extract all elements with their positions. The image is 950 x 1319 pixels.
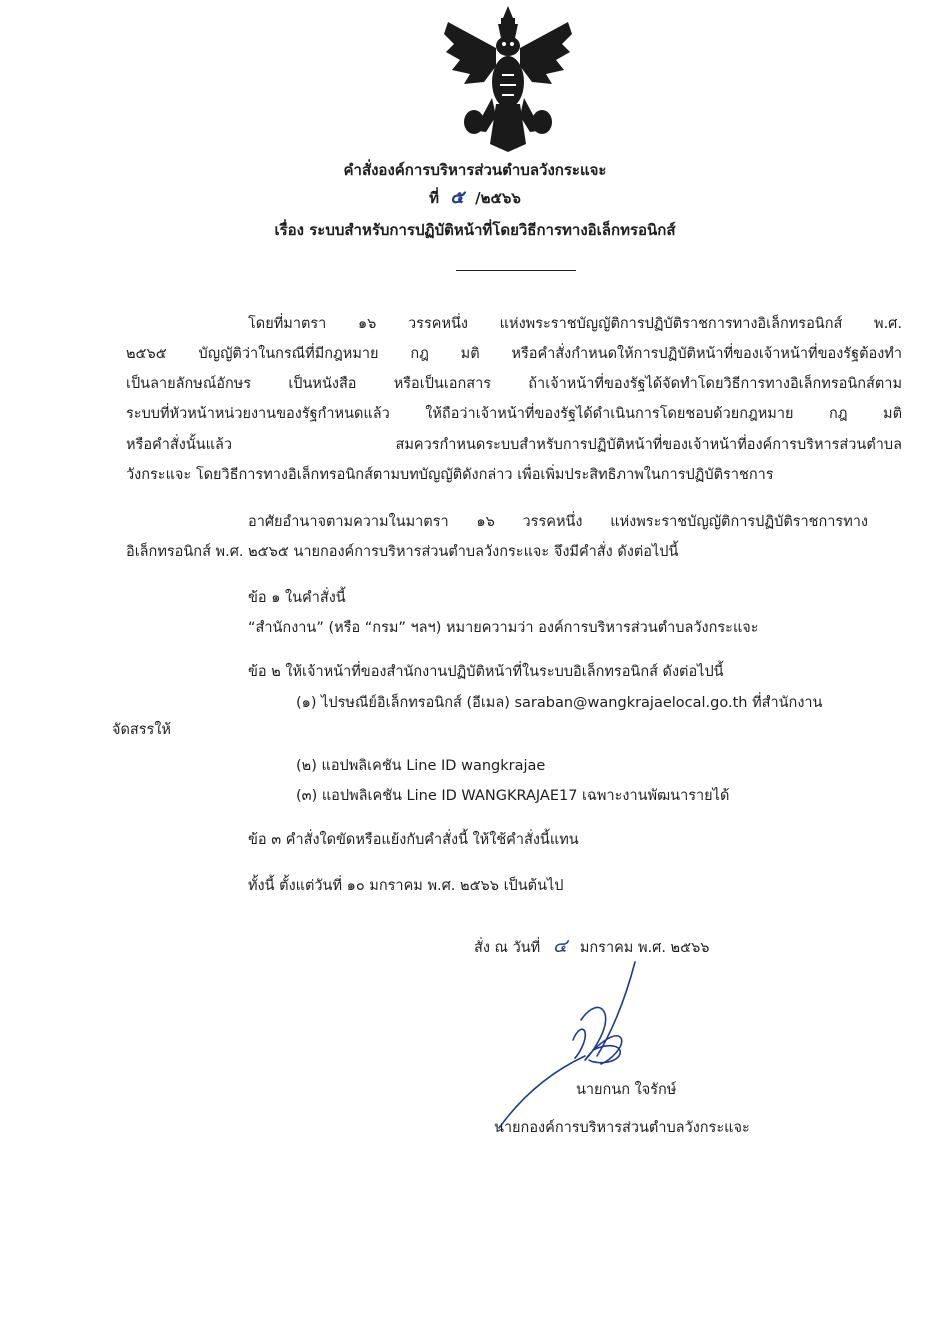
para1-line: โดยที่มาตรา ๑๖ วรรคหนึ่ง แห่งพระราชบัญญัติการปฏิบัติราชการทางอิเล็กทรอนิกส์ พ.ศ.: [248, 316, 902, 332]
para2-line: อิเล็กทรอนิกส์ พ.ศ. ๒๕๖๕ นายกองค์การบริหารส่วนตำบลวังกระแจะ จึงมีคำสั่ง ดังต่อไปนี้: [126, 544, 679, 560]
effective-date: ทั้งนี้ ตั้งแต่วันที่ ๑๐ มกราคม พ.ศ. ๒๕๖๖ เป็นต้นไป: [248, 878, 564, 894]
para2-line: อาศัยอำนาจตามความในมาตรา ๑๖ วรรคหนึ่ง แห่งพระราชบัญญัติการปฏิบัติราชการทาง: [248, 514, 868, 530]
sign-date-prefix: สั่ง ณ วันที่: [474, 940, 541, 956]
order-number-handwritten: ๕: [450, 187, 464, 208]
order-number: [0, 186, 950, 210]
clause-1-title: ข้อ ๑ ในคำสั่งนี้: [248, 590, 346, 606]
signatory-name: นายกนก ใจรักษ์: [576, 1082, 677, 1098]
order-number-suffix: /๒๕๖๖: [475, 189, 521, 207]
document-subject: เรื่อง ระบบสำหรับการปฏิบัติหน้าที่โดยวิธีการทางอิเล็กทรอนิกส์: [274, 221, 676, 239]
sign-date: [474, 934, 710, 960]
para1-line: ๒๕๖๕ บัญญัติว่าในกรณีที่มีกฎหมาย กฎ มติ หรือคำสั่งกำหนดให้การปฏิบัติหน้าที่ของเจ้าหน้าที่ของรัฐต้องทำ: [126, 346, 902, 362]
sign-date-suffix: มกราคม พ.ศ. ๒๕๖๖: [579, 940, 710, 956]
clause-2-item-email-continued: จัดสรรให้: [112, 722, 171, 738]
sign-date-handwritten: ๔: [552, 935, 568, 957]
para1-line: วังกระแจะ โดยวิธีการทางอิเล็กทรอนิกส์ตามบทบัญญัติดังกล่าว เพื่อเพิ่มประสิทธิภาพในการปฏิบัติราชการ: [126, 467, 774, 483]
para1-line: เป็นลายลักษณ์อักษร เป็นหนังสือ หรือเป็นเอกสาร ถ้าเจ้าหน้าที่ของรัฐได้จัดทำโดยวิธีการทางอิเล็กทรอนิกส์ตาม: [126, 376, 902, 392]
clause-3: ข้อ ๓ คำสั่งใดขัดหรือแย้งกับคำสั่งนี้ ให้ใช้คำสั่งนี้แทน: [248, 832, 579, 848]
order-number-prefix: ที่: [429, 189, 440, 207]
clause-2-item-line-2: (๓) แอปพลิเคชัน Line ID WANGKRAJAE17 เฉพาะงานพัฒนารายได้: [296, 788, 730, 804]
document-title: คำสั่งองค์การบริหารส่วนตำบลวังกระแจะ: [343, 161, 607, 179]
garuda-emblem-icon: [440, 4, 576, 154]
para1-line: ระบบที่หัวหน้าหน่วยงานของรัฐกำหนดแล้ว ให้ถือว่าเจ้าหน้าที่ของรัฐได้ดำเนินการโดยชอบด้วยกฎหมาย กฎ มติ: [126, 406, 902, 422]
para1-line: หรือคำสั่งนั้นแล้ว สมควรกำหนดระบบสำหรับการปฏิบัติหน้าที่ของเจ้าหน้าที่องค์การบริหารส่วนตำบล: [126, 437, 902, 453]
handwritten-signature: [485, 960, 685, 1130]
clause-2-item-line-1: (๒) แอปพลิเคชัน Line ID wangkrajae: [296, 758, 546, 774]
clause-1-definition: “สำนักงาน” (หรือ “กรม” ฯลฯ) หมายความว่า องค์การบริหารส่วนตำบลวังกระแจะ: [248, 620, 759, 636]
clause-2-item-email: (๑) ไปรษณีย์อิเล็กทรอนิกส์ (อีเมล) saraban@wangkrajaelocal.go.th ที่สำนักงาน: [296, 695, 823, 711]
header-divider: [456, 270, 576, 271]
clause-2-title: ข้อ ๒ ให้เจ้าหน้าที่ของสำนักงานปฏิบัติหน้าที่ในระบบอิเล็กทรอนิกส์ ดังต่อไปนี้: [248, 664, 724, 680]
signatory-position: นายกองค์การบริหารส่วนตำบลวังกระแจะ: [494, 1120, 750, 1136]
